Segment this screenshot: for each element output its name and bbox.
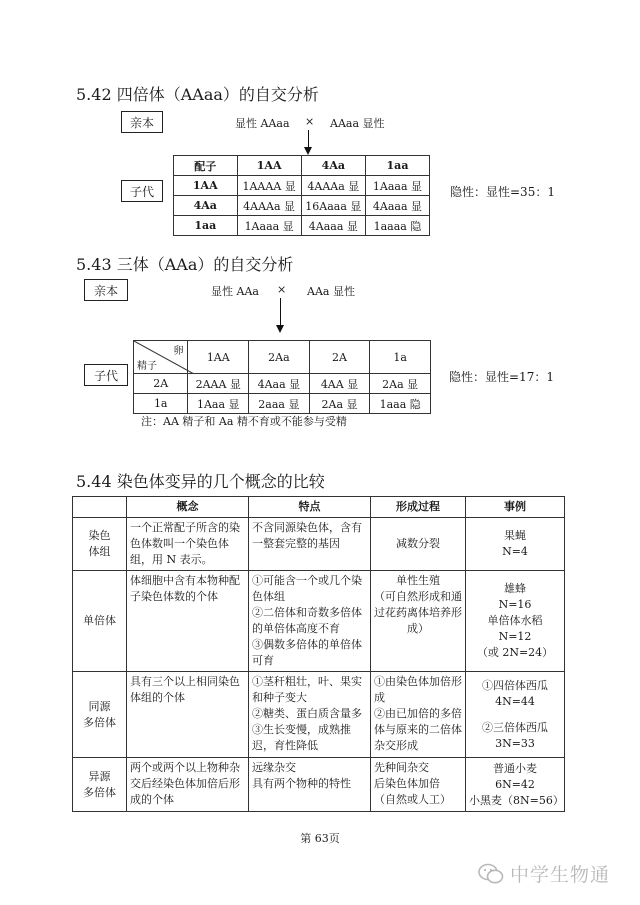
table-row [73, 758, 565, 812]
example-line: 4N=44 [495, 694, 535, 708]
header-cell: 1AA [188, 341, 249, 374]
process-cell [371, 571, 466, 672]
table-cell: 1aaaa 隐 [365, 216, 429, 236]
diag-top-label: 卵 [173, 346, 184, 357]
cross-right: AAa 显性 [307, 285, 355, 298]
comparison-table [72, 496, 565, 812]
table-cell: 2AAA 显 [188, 374, 249, 394]
header-cell: 1a [370, 341, 431, 374]
header-cell-blank [73, 497, 127, 518]
parent-label-box: 亲本 [84, 279, 128, 301]
header-cell: 2A [309, 341, 370, 374]
process-line: ②由已加倍的多倍体与原来的二倍体杂交形成 [374, 707, 462, 752]
name-line: 体组 [88, 545, 111, 558]
feature-cell [249, 518, 371, 571]
name-line: 染色 [88, 529, 111, 542]
ratio-text: 隐性：显性=35：1 [450, 185, 555, 199]
header-cell: 形成过程 [371, 497, 466, 518]
example-line: 单倍体水稻 [487, 614, 543, 627]
process-line: 先种间杂交 [374, 761, 429, 774]
table-cell: 1AAAA 显 [237, 176, 301, 196]
example-line: N=4 [502, 545, 528, 558]
concept-name-cell [73, 672, 127, 758]
feature-line: ③偶数多倍体的单倍体可育 [252, 638, 362, 667]
header-cell: 配子 [174, 156, 238, 176]
example-line: 普通小麦 [493, 761, 537, 775]
example-line: 果蝇 [504, 529, 526, 542]
arrow-line [280, 298, 281, 326]
table-row [73, 672, 565, 758]
example-line: 3N=33 [495, 736, 535, 750]
ratio-text: 隐性：显性=17：1 [449, 370, 554, 384]
s2-table [133, 340, 431, 414]
process-line: 单性生殖 [396, 574, 440, 587]
arrow-down-icon [304, 147, 312, 155]
concept-cell: 具有三个以上相同染色体组的个体 [127, 672, 249, 758]
concept-cell: 体细胞中含有本物种配子染色体数的个体 [127, 571, 249, 672]
table-row [134, 374, 431, 394]
concept-cell: 一个正常配子所含的染色体数叫一个染色体组，用 N 表示。 [127, 518, 249, 571]
table-row [134, 394, 431, 414]
table-cell: 2aaa 显 [249, 394, 310, 414]
process-line: （自然或人工） [374, 793, 451, 806]
page-number: 第 63页 [300, 832, 340, 845]
process-line: （可自然形成和通过花药离体培养形成） [374, 590, 462, 635]
table-cell: 4Aaaa 显 [365, 196, 429, 216]
concept-name-cell [73, 518, 127, 571]
example-line: N=16 [498, 598, 532, 611]
child-label-box: 子代 [84, 364, 128, 386]
process-line: ①由染色体加倍形成 [374, 675, 462, 704]
arrow-line [308, 130, 309, 148]
example-line: 小黑麦（8N=56） [469, 793, 564, 807]
table-cell: 4AAAa 显 [301, 176, 365, 196]
table-row [73, 571, 565, 672]
cross-left: 显性 AAaa [235, 117, 290, 130]
section-title-5-44: 5.44 染色体变异的几个概念的比较 [76, 472, 325, 491]
example-line: 6N=42 [495, 777, 535, 791]
table-cell: 4Aaa 显 [249, 374, 310, 394]
watermark [478, 860, 610, 887]
table-row [174, 176, 430, 196]
table-row [73, 518, 565, 571]
child-label-box: 子代 [121, 180, 163, 202]
process-line: 减数分裂 [396, 537, 440, 550]
header-cell: 事例 [466, 497, 565, 518]
watermark-text: 中学生物通 [510, 864, 611, 886]
example-line: （或 2N=24） [476, 646, 554, 659]
s1-table [173, 155, 430, 236]
feature-line: 不含同源染色体，含有一整套完整的基因 [252, 521, 362, 550]
header-cell: 1AA [237, 156, 301, 176]
concept-cell: 两个或两个以上物种杂交后经染色体加倍后形成的个体 [127, 758, 249, 812]
example-cell [466, 518, 565, 571]
example-cell [466, 672, 565, 758]
table-cell: 2A [134, 374, 188, 394]
name-line: 多倍体 [83, 785, 116, 799]
table-row [174, 196, 430, 216]
table-cell: 16Aaaa 显 [301, 196, 365, 216]
table-cell: 4Aaaa 显 [301, 216, 365, 236]
cross-right: AAaa 显性 [330, 117, 385, 130]
table-cell: 2Aa 显 [309, 394, 370, 414]
section-title-5-42: 5.42 四倍体（AAaa）的自交分析 [76, 85, 319, 104]
table-header-row [174, 156, 430, 176]
feature-line: ②二倍体和奇数多倍体的单倍体高度不育 [252, 606, 362, 635]
table-header-row [134, 341, 431, 374]
cross-symbol: × [277, 283, 287, 296]
feature-line: ①可能含一个或几个染色体组 [252, 574, 362, 603]
process-cell [371, 518, 466, 571]
header-cell: 1aa [365, 156, 429, 176]
wechat-icon [478, 863, 504, 885]
feature-line: 远缘杂交 [252, 761, 296, 774]
concept-name-cell [73, 758, 127, 812]
process-cell [371, 758, 466, 812]
feature-line: ②糖类、蛋白质含量多 [252, 707, 362, 720]
table-cell: 2Aa 显 [370, 374, 431, 394]
example-line: ②三倍体西瓜 [482, 720, 548, 734]
table-cell: 1a [134, 394, 188, 414]
example-line: ①四倍体西瓜 [482, 678, 548, 692]
name-line: 多倍体 [83, 715, 116, 729]
header-cell: 2Aa [249, 341, 310, 374]
name-line: 同源 [88, 699, 111, 713]
feature-line: ③生长变慢，成熟推迟，育性降低 [252, 723, 351, 752]
feature-cell [249, 571, 371, 672]
concept-name-cell [73, 571, 127, 672]
table-header-row [73, 497, 565, 518]
cross-symbol: × [305, 115, 315, 128]
table-cell: 4Aa [174, 196, 238, 216]
process-cell [371, 672, 466, 758]
header-cell: 4Aa [301, 156, 365, 176]
example-line: N=12 [498, 630, 532, 643]
table-cell: 1Aaaa 显 [365, 176, 429, 196]
table-cell: 1aaa 隐 [370, 394, 431, 414]
diagonal-header-cell [134, 341, 188, 374]
parent-label-box: 亲本 [121, 111, 163, 133]
table-cell: 1aa [174, 216, 238, 236]
table-cell: 1Aaa 显 [188, 394, 249, 414]
table-cell: 1Aaaa 显 [237, 216, 301, 236]
table-cell: 1AA [174, 176, 238, 196]
header-cell: 概念 [127, 497, 249, 518]
table-row [174, 216, 430, 236]
feature-line: ①茎秆粗壮，叶、果实和种子变大 [252, 675, 362, 704]
example-cell [466, 571, 565, 672]
process-line: 后染色体加倍 [374, 777, 440, 790]
diag-bottom-label: 精子 [137, 361, 157, 372]
cross-left: 显性 AAa [211, 285, 259, 298]
feature-cell [249, 758, 371, 812]
note-text: 注：AA 精子和 Aa 精不育或不能参与受精 [141, 415, 347, 428]
table-cell: 4AAAa 显 [237, 196, 301, 216]
arrow-down-icon [276, 325, 284, 333]
section-title-5-43: 5.43 三体（AAa）的自交分析 [76, 255, 294, 274]
example-cell [466, 758, 565, 812]
header-cell: 特点 [249, 497, 371, 518]
example-line: 雄蜂 [504, 582, 526, 595]
name-line: 异源 [88, 769, 111, 783]
name-line: 单倍体 [83, 614, 116, 627]
table-cell: 4AA 显 [309, 374, 370, 394]
feature-cell [249, 672, 371, 758]
feature-line: 具有两个物种的特性 [252, 777, 351, 790]
